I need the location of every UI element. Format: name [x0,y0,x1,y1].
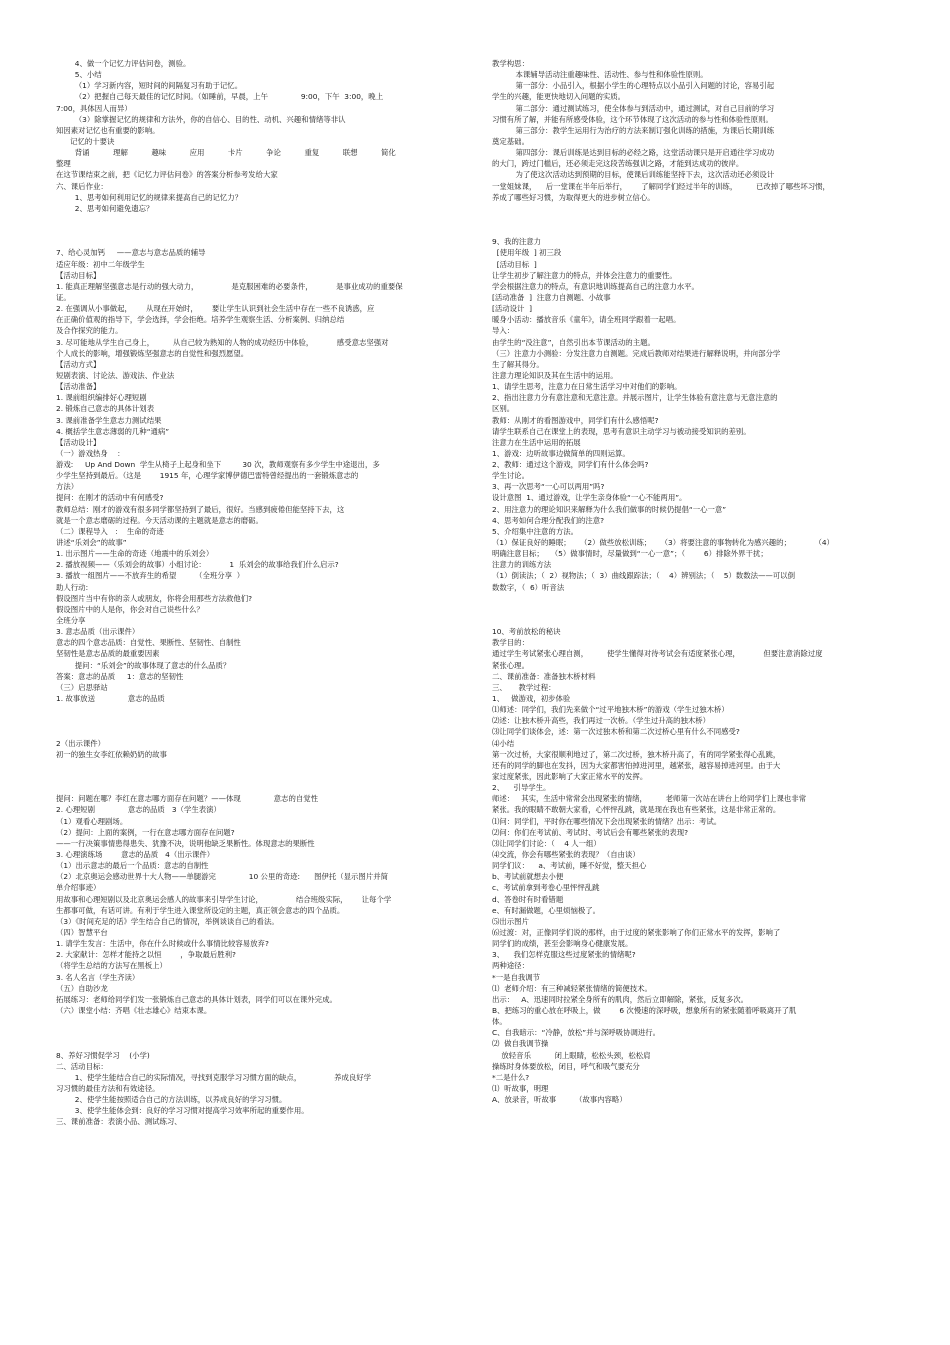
text-line: （四）智慧平台 [56,927,108,937]
text-line: 养成了哪些好习惯，为取得更大的进步树立信心。 [492,192,655,202]
text-line: （五）自助沙龙 [56,983,108,993]
text-line: ⑵问：你们在考试前、考试时、考试后会有哪些紧张的表现? [492,827,689,837]
text-line: 同学们议： a、考试前，睡不好觉，整天担心 [492,861,647,871]
text-line: 1. 故事放送 意志的品质 [56,694,165,704]
text-line: 2、 引导学生。 [492,783,551,793]
text-line [56,1016,458,1027]
text-line [56,236,458,247]
text-line: 7、给心灵加钙 ——意志与意志品质的辅导 [56,248,206,258]
text-line: 教师：从刚才的看图游戏中，同学们有什么感悟呢? [492,415,659,425]
text-line: 假设图片中的人是你，你会对自己说些什么？ [56,604,204,614]
text-line: 拓展练习：老师给同学们发一张锻炼自己意志的具体计划表，同学们可以在课外完成。 [56,994,337,1004]
text-line: 2、思考如何避免遗忘？ [56,203,154,213]
text-line: 紧张心理。 [492,660,529,670]
text-line: 背诵 理解 趣味 应用 卡片 争论 重复 联想 简化 [56,148,396,158]
text-line: ——一行决策事情患得患失、犹豫不决，说明他缺乏果断性。体现意志的果断性 [56,838,315,848]
text-line: 1. 能真正理解坚强意志是行动的强大动力， 是克服困难的必要条件， 是事业成功的重要保 [56,281,403,291]
right-column [492,58,892,1105]
text-line: 2. 播放视频——（乐刘会的故事）小组讨论： 1 乐刘会的故事给我们什么启示? [56,560,339,570]
text-line: 区别。 [492,404,515,414]
text-line: c、考试前拿到考卷心里怦怦乱跳 [492,883,600,893]
text-line: （三）启思驿站 [56,682,108,692]
text-line: ⑸出示图片 [492,916,529,926]
text-line: 单介绍事迹） [56,883,101,893]
text-line: C、自我暗示：“冷静，放松”并与深呼吸协调进行。 [492,1028,661,1038]
text-line: 3. 意志品质（出示课件） [56,627,140,637]
text-line: 用故事和心理短剧以及北京奥运会感人的故事来引导学生讨论， 结合班级实际， 让每个学 [56,894,392,904]
text-line: 习惯有所了解，并能有所感受体验，这个环节体现了这次活动的参与性和体验性原则。 [492,114,773,124]
text-line: （2）提问：上面的案例，一行在意志哪方面存在问题? [56,827,235,837]
text-line: *二是什么? [492,1072,530,1082]
text-line [56,1027,458,1038]
text-line: 1. 请学生发言：生活中，你在什么时候或什么事情比较容易放弃? [56,939,269,949]
text-line: （3）《时间充足的话》学生结合自己的情况，举例谈谈自己的看法。 [56,916,279,926]
text-line: 体。 [492,1017,507,1027]
text-line: 助人行动: [56,582,89,592]
text-line: 学生讨论。 [492,471,529,481]
text-line: 导入： [492,326,515,336]
left-column [56,58,458,1128]
text-line: 适应年级：初中二年级学生 [56,259,145,269]
text-line: 奠定基础。 [492,136,529,146]
text-line: （1）倒读法；（ 2）视物法；（ 3）曲线跟踪法；（ 4）辨别法；（ 5）数数法——可以倒 [492,571,795,581]
text-line: d、答卷时有时看错题 [492,894,564,904]
text-line: （1）保证良好的睡眠； （2）做些放松训练； （3）将要注意的事物转化为感兴趣的； （4） [492,538,834,548]
text-line: 3、再一次思考“一心可以两用”吗? [492,482,605,492]
text-line: [活动目标 ] [492,259,537,269]
text-line [56,726,458,737]
text-line: 第一部分：小品引入，根据小学生的心理特点以小品引入问题的讨论，容易引起 [492,81,775,91]
text-line: 教学构思： [492,59,529,68]
text-line: 1、使学生能结合自己的实际情况，寻找到克服学习习惯方面的缺点， 养成良好学 [56,1072,372,1082]
text-line [492,604,892,615]
text-line: 4. 概括学生意志薄弱的几种“通病” [56,426,170,436]
text-line: 教学目的： [492,638,529,648]
text-line: B、把练习的重心放在呼吸上，做 6 次慢速的深呼吸，想象所有的紧张随着呼吸离开了肌 [492,1005,797,1015]
text-line: 提问：“乐刘会”的故事体现了意志的什么品质？ [56,660,231,670]
text-line: 【活动设计】 [56,437,101,447]
text-line: ⑴师述：同学们，我们先来做个“过平地独木桥”的游戏（学生过独木桥） [492,705,729,715]
text-line: 家过度紧张，因此影响了大家正常水平的发挥。 [492,772,648,781]
text-line: （3）除掌握记忆的规律和方法外，你的自信心、目的性、动机、兴趣和情绪等非认 [56,114,346,124]
text-line: [活动设计 ] [492,304,533,314]
text-line: 8、养好习惯促学习 (小学) [56,1050,150,1060]
text-line: 第二部分：通过测试练习，使全体参与到活动中，通过测试，对自己目前的学习 [492,103,775,113]
text-line: 初一的独生女李红依赖奶奶的故事 [56,749,167,759]
text-line: ⑵述：让独木桥升高些，我们再过一次桥。（学生过升高的独木桥） [492,716,711,726]
text-line: 提问：在刚才的活动中有何感受? [56,493,164,503]
text-line: ⑶让同学们讨论：（ 4 人一组） [492,838,601,848]
text-line [492,593,892,604]
text-line: 2. 锻炼自己意志的具体计划表 [56,404,155,414]
text-line: 学会根据注意力的特点，有意识地训练提高自己的注意力水平。 [492,281,699,291]
text-line: 1、游戏：边听故事边做简单的四则运算。 [492,448,630,458]
text-line: （将学生总结的方法写在黑板上） [56,961,167,971]
text-line: [使用年级 ] 初三段 [492,248,562,258]
text-line: 【活动准备】 [56,382,101,392]
text-line: ⑹过渡：对，正像同学们说的那样，由于过度的紧张影响了你们正常水平的发挥，影响了 [492,927,781,937]
text-line: 5、小结 [56,70,102,80]
text-line [492,615,892,626]
text-line: 3. 播放一组图片——不放弃生的希望 （全班分享 ） [56,571,245,581]
text-line: 知因素对记忆也有重要的影响。 [56,125,160,135]
text-line: （1）观看心理剧场。 [56,816,128,826]
text-line: 坚韧性是意志品质的最重要因素 [56,649,160,659]
text-line: 【活动目标】 [56,270,101,280]
text-line [492,203,892,214]
text-line: 在这节课结束之前，把《记忆力评估问卷》的答案分析参考发给大家 [56,170,278,180]
text-line: 放轻音乐 闭上眼睛，松松头颈，松松肩 [492,1050,651,1060]
text-line: 注意力的训练方法 [492,560,552,570]
text-line: 整理 [56,159,71,169]
text-line: 2、教师：通过这个游戏，同学们有什么体会吗? [492,460,649,470]
text-line: 短剧表演、讨论法、游戏法、作业法 [56,370,175,380]
text-line: 第一次过桥，大家很顺利地过了，第二次过桥，独木桥升高了，有的同学紧张得心乱跳， [492,749,781,759]
text-line: 还有的同学的脚也在发抖，因为大家都害怕掉进河里，越紧张，越容易掉进河里。由于大 [492,760,781,770]
text-line [56,760,458,771]
text-line: 设计意图 1、通过游戏，让学生亲身体验“一心不能两用”。 [492,493,687,503]
text-line: （2）把握自己每天最佳的记忆时间。（如睡前，早晨，上午 9:00，下午 3:00，晚上 [56,92,384,102]
text-line: 少学生坚持到最后。（这是 1915 年，心理学家博伊德巴雷特曾经提出的一套锻炼意志的 [56,471,359,481]
text-line: ⑶让同学们谈体会，述：第一次过独木桥和第二次过桥心里有什么不同感受? [492,727,740,737]
text-line: ⑴ 老师介绍：有三种减轻紧张情绪的简便技术。 [492,983,652,993]
text-line: （三）注意力小测验：分发注意力自测题。完成后教师对结果进行解释说明，并向部分学 [492,348,781,358]
text-line [56,225,458,236]
text-line: 六、课后作业： [56,181,108,191]
text-line: 学生的兴趣，能更快地切入问题的实质。 [492,92,626,102]
text-line: 3. 名人名言（学生齐读） [56,972,140,982]
text-line: 2. 大家献计：怎样才能持之以恒 ，争取最后胜利? [56,950,236,960]
text-line: 通过学生考试紧张心理自测， 使学生懂得对待考试会有适度紧张心理， 但要注意消除过度 [492,649,823,659]
text-line: 三、 教学过程： [492,682,556,692]
text-line: 记忆的十要诀 [56,136,115,146]
text-line: 由学生的“没注意”，自然引出本节课活动的主题。 [492,337,655,347]
text-line: （2）北京奥运会感动世界十大人物——单腿游完 10 公里的奇迹: 图伊托（显示图片并简 [56,872,388,882]
text-line: 10、考前放松的秘诀 [492,627,561,637]
text-line: 1. 课前组织编排好心理短剧 [56,393,147,403]
text-line: 1. 出示图片——生命的奇迹（地震中的乐刘会） [56,549,214,559]
text-line: 证。 [56,292,71,302]
text-line: 2、指出注意力分有意注意和无意注意。并展示图片，让学生体验有意注意与无意注意的 [492,393,778,403]
text-line: ⑷小结 [492,738,515,748]
text-line: 两种途径： [492,961,529,971]
text-line: 习习惯的最佳方法和有效途径。 [56,1083,160,1093]
text-line: 2. 在强调从小事做起， 从现在开始时， 要让学生认识到社会生活中存在一些不良诱惑，应 [56,304,375,314]
text-line: 2. 心理短剧 意志的品质 3（学生表演） [56,805,221,815]
text-line: 【活动方式】 [56,359,101,369]
text-line: 及合作探究的能力。 [56,326,123,336]
text-line [56,715,458,726]
text-line: 同学们的成绩，甚至会影响身心健康发展。 [492,939,633,949]
text-line: 意志的四个意志品质：自觉性、果断性、坚韧性、自制性 [56,638,241,648]
text-line: （二）课程导入 ： 生命的奇迹 [56,526,164,536]
text-line: 数数字，（ 6）听音法 [492,582,565,592]
text-line: 3. 尽可能地从学生自己身上， 从自己较为熟知的人物的成功经历中体验， 感受意志坚强对 [56,337,389,347]
text-line: A、放录音，听故事 （故事内容略） [492,1095,627,1105]
text-line: 3. 课前准备学生意志力测试结果 [56,415,162,425]
text-line: 本课辅导活动注重趣味性、活动性、参与性和体验性原则。 [492,70,708,80]
text-line: 讲述“乐刘会”的故事” [56,538,127,548]
text-line [56,782,458,793]
text-line: 2、使学生能按照适合自己的方法训练，以养成良好的学习习惯。 [56,1095,287,1105]
text-line [492,225,892,236]
text-line: 让学生初步了解注意力的特点，并体会注意力的重要性。 [492,270,677,280]
text-line: 注意力在生活中运用的拓展 [492,437,581,447]
text-line: 的大门，跨过门槛后，还必须走完这段苦练强训之路，才能到达成功的彼岸。 [492,159,744,169]
text-line [492,214,892,225]
text-line: 二、课前准备：准备独木桥材料 [492,671,596,681]
text-line: [活动准备 ] 注意力自测题、小故事 [492,292,611,302]
text-line: 就是一个意志磨砺的过程。今天活动课的主题就是意志的磨砺。 [56,515,263,525]
text-line: 2（出示课件） [56,738,106,748]
text-line: 4、做一个记忆力评估问卷，测验。 [56,59,191,68]
text-line: 一堂姐妹课， 后一堂课在半年后举行， 了解同学们经过半年的训练， 已改掉了哪些坏习惯， [492,181,830,191]
text-line: 1、 做游戏，初步体验 [492,694,571,704]
text-line: 暖身小活动：播放音乐《童年》，请全班同学跟着一起唱。 [492,315,681,325]
text-line: 紧张。我的眼睛不敢朝大家看，心怦怦乱跳，就是现在我也有些紧张，这是非常正常的。 [492,805,781,815]
text-line: ⑴ 听故事，明理 [492,1083,549,1093]
text-line: 答案：意志的品质 1：意志的坚韧性 [56,671,184,681]
text-line: 3、使学生能体会到：良好的学习习惯对提高学习效率所起的重要作用。 [56,1106,309,1116]
text-line: e、有时漏做题，心里烦恼极了。 [492,905,601,915]
text-line: 游戏: Up And Down 学生从椅子上起身和坐下 30 次，教师观察有多少学生中途退出，多 [56,460,380,470]
text-line: 1、思考如何利用记忆的规律来提高自己的记忆力？ [56,192,243,202]
text-line [56,771,458,782]
text-line: 个人成长的影响，增强锻炼坚强意志的自觉性和强烈愿望。 [56,348,249,358]
text-line: ⑷交流，你会有哪些紧张的表现？（自由谈） [492,849,640,859]
text-line: 在正确价值观的指导下，学会选择，学会拒绝。培养学生观察生活、分析案例、归纳总结 [56,315,345,325]
text-line: 1、请学生思考，注意力在日常生活学习中对他们的影响。 [492,382,682,392]
text-line: 2、用注意力的理论知识来解释为什么我们做事的时候仍提倡“一心一意” [492,504,727,514]
text-line: 生了解其得分。 [492,359,544,369]
text-line: （一）游戏热身 ： [56,448,125,458]
text-line [56,1038,458,1049]
text-line: 全班分享 [56,616,86,626]
text-line: 4、思考如何合理分配我们的注意? [492,515,605,525]
text-line: 第四部分：课后训练是达到目标的必经之路，这堂活动课只是开启通往学习成功 [492,148,775,158]
text-line: 操练时身体要放松，闭目，呼气和吸气要充分 [492,1061,640,1071]
text-line: 第三部分：教学生运用行为治疗的方法来制订强化训练的措施，为课后长期训练 [492,125,775,135]
text-line: （1）学习新内容，短时间的间隔复习有助于记忆。 [56,81,243,91]
text-line [56,214,458,225]
text-line: 9、我的注意力 [492,237,542,247]
text-line: 教师总结：刚才的游戏有很多同学都坚持到了最后，很好。当感到疲倦但能坚持下去，这 [56,504,345,514]
text-line: 3. 心理演练场 意志的品质 4（出示课件） [56,849,215,859]
text-line: 生都事可做，有话可讲。有利于学生进入课堂所设定的主题，真正领会意志的四个品质。 [56,905,345,915]
text-line: （六）课堂小结：齐唱《壮志雄心》结束本课。 [56,1005,212,1015]
text-line: 师述： 其实，生活中常常会出现紧张的情绪， 老师第一次站在讲台上给同学们上课也非常 [492,794,807,804]
text-line [56,704,458,715]
text-line: *一是自我调节 [492,972,541,982]
text-line: 3、 我们怎样克服这些过度紧张的情绪呢? [492,950,636,960]
text-line: 出示： A、迅速同时拉紧全身所有的肌肉，然后立即解除，紧张，反复多次。 [492,994,748,1004]
text-line: ⑵ 做自我调节操 [492,1039,549,1049]
text-line: 假设图片当中有你的亲人或朋友，你将会用那些方法救他们? [56,593,253,603]
text-line: 5、介绍集中注意的方法。 [492,526,579,536]
text-line: 为了使这次活动达到预期的目标，使课后训练能坚持下去，这次活动还必须设计 [492,170,775,180]
text-line: 提问：问题在哪？李红在意志哪方面存在问题？——体现 意志的自觉性 [56,794,319,804]
text-line: 7:00，具体因人而异） [56,103,132,113]
text-line: 方法） [56,482,79,492]
text-line: ⑴问：同学们，平时你在哪些情况下会出现紧张的情绪？出示：考试。 [492,816,722,826]
text-line: 请学生联系自己在课堂上的表现，思考有意识主动学习与被动接受知识的差别。 [492,426,751,436]
text-line: 注意力理论知识及其在生活中的运用。 [492,370,618,380]
text-line: b、考试前就想去小便 [492,872,564,882]
text-line: （1）出示意志的最后一个品质：意志的自制性 [56,861,209,871]
text-line: 明确注意目标； （5）做事情时，尽量做到“一心一意”；（ 6）排除外界干扰； [492,549,768,559]
text-line: 三、课前准备：表演小品、测试练习、 [56,1117,182,1127]
text-line: 二、活动目标： [56,1061,108,1071]
